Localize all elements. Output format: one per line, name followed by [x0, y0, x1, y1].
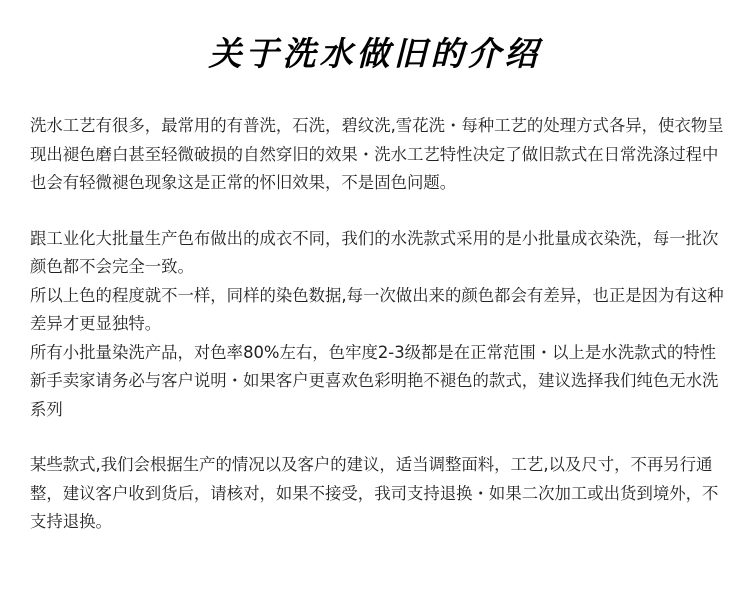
- paragraph-color-fastness: 所有小批量染洗产品，对色率80%左右，色牢度2-3级都是在正常范围・以上是水洗款式的特性新手卖家请务必与客户说明・如果客户更喜欢色彩明艳不褪色的款式，建议选择我们纯色无水洗系列: [30, 342, 719, 419]
- paragraph-small-batch: 跟工业化大批量生产色布做出的成衣不同，我们的水洗款式采用的是小批量成衣染洗，每一批次颜色都不会完全一致。: [30, 228, 719, 276]
- article-body: [30, 112, 730, 537]
- paragraph-spacer: [30, 198, 730, 225]
- page-title: 关于洗水做旧的介绍: [208, 34, 542, 73]
- paragraph-returns-policy: 某些款式,我们会根据生产的情况以及客户的建议，适当调整面料，工艺,以及尺寸，不再另行通整，建议客户收到货后，请核对，如果不接受，我司支持退换・如果二次加工或出货到境外，不支持退换。: [30, 455, 719, 531]
- paragraph-washing-techniques: 洗水工艺有很多，最常用的有普洗，石洗，碧纹洗,雪花洗・每种工艺的处理方式各异，使衣物呈现出褪色磨白甚至轻微破损的自然穿旧的效果・洗水工艺特性决定了做旧款式在日常洗涤过程中也会有轻微褪色现象这是正常的怀旧效果，不是固色问题。: [30, 116, 724, 192]
- paragraph-spacer: [30, 424, 730, 451]
- paragraph-color-difference: 所以上色的程度就不一样，同样的染色数据,每一次做出来的颜色都会有差异，也正是因为有这种差异才更显独特。: [30, 285, 724, 333]
